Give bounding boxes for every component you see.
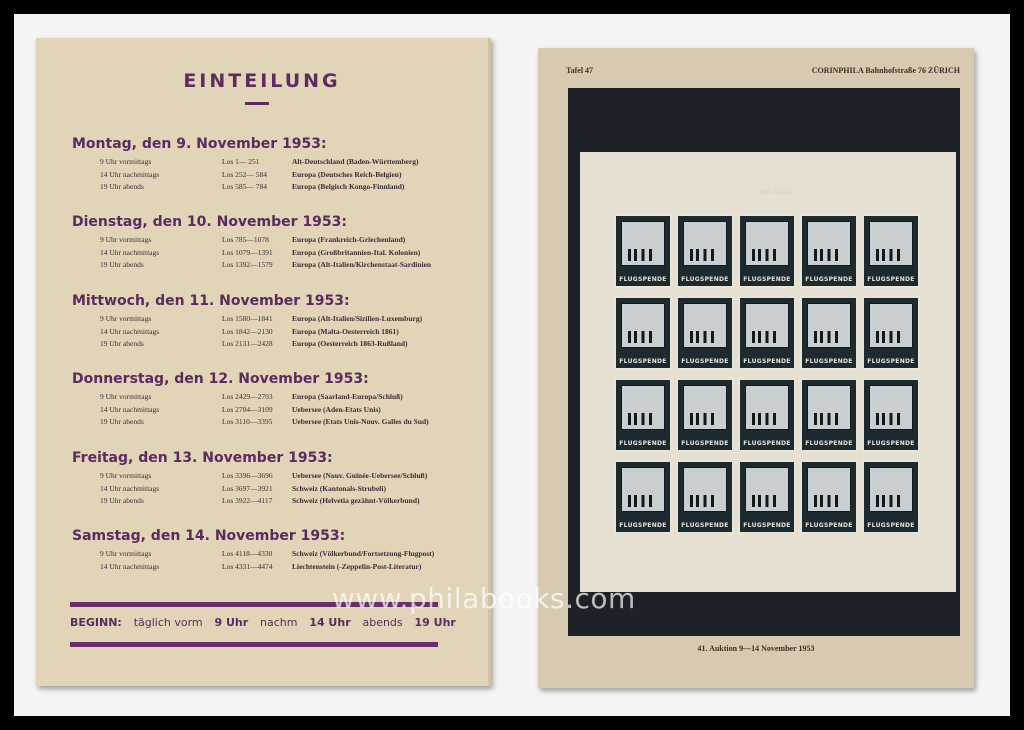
title-underline <box>245 102 269 105</box>
session-row <box>72 471 428 484</box>
stamp-image <box>683 303 727 348</box>
stamp-image <box>869 303 913 348</box>
session-row <box>72 157 419 170</box>
firm-header: CORINPHILA Bahnhofstraße 76 ZÜRICH <box>811 66 960 75</box>
beginn-line <box>70 616 456 629</box>
session-lots: Los 1079—1391 <box>222 247 273 257</box>
session-row <box>72 314 423 327</box>
auction-footer: 41. Auktion 9—14 November 1953 <box>697 644 815 653</box>
session-lots: Los 3110—3395 <box>222 417 273 426</box>
stamp-image <box>683 467 727 512</box>
session-lots: Los 3396—3696 <box>222 471 273 480</box>
stamp-sheet <box>580 152 956 592</box>
session-time: 9 Uhr vormittags <box>100 314 152 323</box>
stamp-label: FLUGSPENDE <box>619 440 667 447</box>
session-description: Europa (Saarland-Europa/Schluß) <box>292 392 403 401</box>
session-time: 14 Uhr nachmittags <box>100 483 160 493</box>
stamp <box>800 296 858 370</box>
stamp-label: FLUGSPENDE <box>681 358 729 365</box>
session-lots: Los 1392—1579 <box>222 260 273 269</box>
plate-number: Tafel 47 <box>566 66 594 75</box>
stamp <box>676 214 734 288</box>
session-description: Schweiz (Völkerbund/Fortsetzung-Flugpost) <box>292 549 435 558</box>
stamp <box>676 296 734 370</box>
stamp <box>614 296 672 370</box>
stamp <box>614 378 672 452</box>
stamp <box>738 214 796 288</box>
day-heading: Freitag, den 13. November 1953: <box>72 450 333 466</box>
stamp <box>862 214 920 288</box>
session-description: Uebersee (Nouv. Guinée-Uebersee/Schluß) <box>292 471 428 480</box>
session-lots: Los 785—1078 <box>222 235 269 244</box>
page-title: EINTEILUNG <box>183 70 341 92</box>
session-row <box>72 235 406 248</box>
stamp <box>862 378 920 452</box>
session-row <box>72 561 422 575</box>
divider-bottom <box>70 642 438 647</box>
stamp <box>800 460 858 534</box>
stamp-image <box>621 467 665 512</box>
session-lots: Los 1— 251 <box>222 157 260 166</box>
session-time: 14 Uhr nachmittags <box>100 169 160 179</box>
stamp-label: FLUGSPENDE <box>805 276 853 283</box>
session-description: Europa (Oesterreich 1863-Rußland) <box>292 339 408 348</box>
stamp-label: FLUGSPENDE <box>805 522 853 529</box>
stamp-label: FLUGSPENDE <box>619 358 667 365</box>
stamp-image <box>621 385 665 430</box>
beginn-text: abends <box>362 616 403 629</box>
day-heading: Samstag, den 14. November 1953: <box>72 528 346 544</box>
stamp-image <box>807 221 851 266</box>
stamp <box>676 460 734 534</box>
session-time: 19 Uhr abends <box>100 417 144 426</box>
session-time: 9 Uhr vormittags <box>100 235 152 244</box>
session-row <box>72 260 432 273</box>
stamp-image <box>869 385 913 430</box>
beginn-text: nachm <box>260 616 298 629</box>
stamp-image <box>807 467 851 512</box>
session-description: Liechtenstein (-Zeppelin-Post-Literatur) <box>292 561 422 571</box>
session-time: 14 Uhr nachmittags <box>100 404 160 414</box>
stamp <box>614 460 672 534</box>
day-block <box>72 293 423 352</box>
stamp <box>862 460 920 534</box>
stamp <box>738 460 796 534</box>
stamp-label: FLUGSPENDE <box>867 522 915 529</box>
session-description: Uebersee (Aden-Etats Unis) <box>292 404 381 414</box>
session-description: Europa (Deutsches Reich-Belgien) <box>292 169 402 179</box>
session-description: Europa (Großbritannien-Ital. Kolonien) <box>292 247 421 257</box>
session-time: 9 Uhr vormittags <box>100 157 152 166</box>
session-lots: Los 4118—4330 <box>222 549 273 558</box>
stamp-label: FLUGSPENDE <box>743 522 791 529</box>
stamp-image <box>683 385 727 430</box>
stamp <box>676 378 734 452</box>
day-heading: Mittwoch, den 11. November 1953: <box>72 293 350 309</box>
stamp <box>862 296 920 370</box>
stamp-image <box>745 467 789 512</box>
stamp-label: FLUGSPENDE <box>619 276 667 283</box>
session-row <box>72 417 429 430</box>
day-block <box>72 450 428 509</box>
session-lots: Los 2429—2703 <box>222 392 273 401</box>
beginn-text: täglich vorm <box>133 616 203 629</box>
session-time: 9 Uhr vormittags <box>100 471 152 480</box>
session-description: Europa (Malta-Oesterreich 1861) <box>292 326 399 336</box>
day-block <box>72 528 435 574</box>
beginn-value: 14 Uhr <box>309 616 351 629</box>
session-time: 14 Uhr nachmittags <box>100 561 160 571</box>
stamp-label: FLUGSPENDE <box>867 358 915 365</box>
session-lots: Los 3697—3921 <box>222 483 273 493</box>
session-time: 19 Uhr abends <box>100 496 144 505</box>
watermark: www.philabooks.com <box>332 582 636 615</box>
session-lots: Los 4331—4474 <box>222 561 273 571</box>
session-time: 19 Uhr abends <box>100 182 144 191</box>
session-description: Alt-Deutschland (Baden-Württemberg) <box>292 157 419 166</box>
session-row <box>72 247 421 261</box>
stamp-label: FLUGSPENDE <box>805 440 853 447</box>
beginn-label: BEGINN: <box>70 616 122 629</box>
session-row <box>72 169 402 183</box>
session-row <box>72 182 405 195</box>
session-time: 14 Uhr nachmittags <box>100 326 160 336</box>
session-row <box>72 326 399 340</box>
session-row <box>72 392 403 405</box>
stamp <box>800 378 858 452</box>
stamp-label: FLUGSPENDE <box>805 358 853 365</box>
session-time: 9 Uhr vormittags <box>100 392 152 401</box>
stamp-label: FLUGSPENDE <box>681 522 729 529</box>
stamp-label: FLUGSPENDE <box>681 276 729 283</box>
stamp-label: FLUGSPENDE <box>743 358 791 365</box>
session-lots: Los 1842—2130 <box>222 326 273 336</box>
stamp <box>614 214 672 288</box>
session-lots: Los 3922—4117 <box>222 496 273 505</box>
beginn-value: 9 Uhr <box>214 616 249 629</box>
stamp-image <box>869 221 913 266</box>
session-description: Schweiz (Kantonals-Strubeli) <box>292 483 386 493</box>
stamp-image <box>621 303 665 348</box>
session-description: Europa (Alt-Italien/Sizilien-Luxemburg) <box>292 314 423 323</box>
session-row <box>72 339 408 352</box>
session-lots: Los 1580—1841 <box>222 314 273 323</box>
day-heading: Montag, den 9. November 1953: <box>72 136 327 152</box>
stamp-label: FLUGSPENDE <box>619 522 667 529</box>
session-time: 14 Uhr nachmittags <box>100 247 160 257</box>
day-heading: Donnerstag, den 12. November 1953: <box>72 371 369 387</box>
stamp-image <box>807 385 851 430</box>
stamp-image <box>745 221 789 266</box>
stamp-label: FLUGSPENDE <box>743 440 791 447</box>
session-time: 19 Uhr abends <box>100 260 144 269</box>
stamp-label: FLUGSPENDE <box>681 440 729 447</box>
day-block <box>72 136 419 195</box>
stamp-image <box>683 221 727 266</box>
stamp-image <box>869 467 913 512</box>
session-description: Europa (Alt-Italien/Kirchenstaat-Sardinien <box>292 260 432 269</box>
session-lots: Los 2131—2428 <box>222 339 273 348</box>
beginn-value: 19 Uhr <box>414 616 456 629</box>
session-row <box>72 496 420 509</box>
los-tag: Los 4204 <box>760 188 792 196</box>
session-description: Europa (Belgisch Kongo-Finnland) <box>292 182 405 191</box>
session-row <box>72 549 435 562</box>
stamp <box>800 214 858 288</box>
session-lots: Los 585— 784 <box>222 182 267 191</box>
session-description: Europa (Frankreich-Griechenland) <box>292 235 406 244</box>
day-heading: Dienstag, den 10. November 1953: <box>72 214 348 230</box>
stamp-image <box>745 385 789 430</box>
session-lots: Los 252— 584 <box>222 169 267 179</box>
stamp-image <box>807 303 851 348</box>
session-description: Schweiz (Helvetia gezähnt-Völkerbund) <box>292 496 420 505</box>
stamp-label: FLUGSPENDE <box>867 276 915 283</box>
session-time: 9 Uhr vormittags <box>100 549 152 558</box>
session-lots: Los 2704—3109 <box>222 404 273 414</box>
stamp <box>738 296 796 370</box>
stamp-label: FLUGSPENDE <box>743 276 791 283</box>
stamp-image <box>621 221 665 266</box>
session-row <box>72 483 386 497</box>
stamp-label: FLUGSPENDE <box>867 440 915 447</box>
stamp <box>738 378 796 452</box>
day-block <box>72 371 429 430</box>
session-description: Uebersee (Etats Unis-Nouv. Galles du Sud) <box>292 417 429 426</box>
session-row <box>72 404 381 418</box>
day-block <box>72 214 432 273</box>
stamp-image <box>745 303 789 348</box>
session-time: 19 Uhr abends <box>100 339 144 348</box>
